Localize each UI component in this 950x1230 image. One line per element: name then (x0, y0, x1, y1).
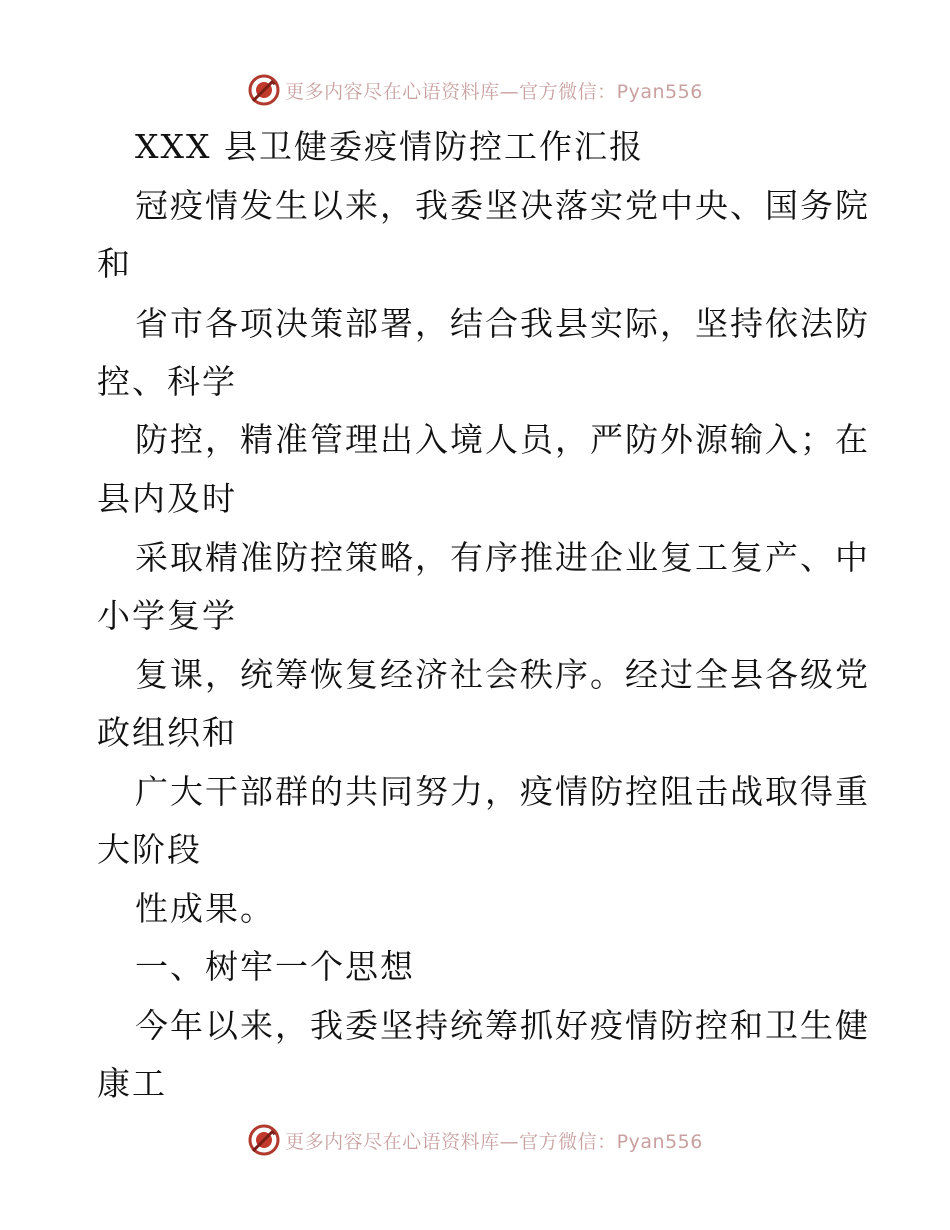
section-heading: 一、树牢一个思想 (135, 947, 415, 986)
paragraph-line: 小学复学 (97, 596, 237, 635)
paragraph-line: 防控，精准管理出入境人员，严防外源输入；在 (135, 420, 870, 459)
paragraph-line: 采取精准防控策略，有序推进企业复工复产、中 (135, 538, 870, 577)
paragraph-line: 性成果。 (135, 889, 275, 928)
paragraph-line: 和 (97, 244, 132, 283)
paragraph-line: 控、科学 (97, 362, 237, 401)
paragraph-line: 县内及时 (97, 479, 237, 518)
paragraph-line: 复课，统筹恢复经济社会秩序。经过全县各级党 (135, 655, 870, 694)
paragraph-line: 省市各项决策部署，结合我县实际，坚持依法防 (135, 304, 870, 343)
paragraph-line: 康工 (97, 1064, 167, 1103)
paragraph-line: 冠疫情发生以来，我委坚决落实党中央、国务院 (135, 186, 870, 225)
paragraph-line: 广大干部群的共同努力，疫情防控阻击战取得重 (135, 772, 870, 811)
red-seal-pen-icon (247, 1123, 281, 1157)
paragraph-line: 今年以来，我委坚持统筹抓好疫情防控和卫生健 (135, 1006, 870, 1045)
paragraph-line: 政组织和 (97, 713, 237, 752)
document-title: XXX 县卫健委疫情防控工作汇报 (135, 127, 644, 166)
watermark-text: 更多内容尽在心语资料库—官方微信：Pyan556 (285, 1130, 703, 1153)
paragraph-line: 大阶段 (97, 830, 202, 869)
watermark-text: 更多内容尽在心语资料库—官方微信：Pyan556 (285, 80, 703, 103)
watermark-footer (0, 1120, 950, 1160)
